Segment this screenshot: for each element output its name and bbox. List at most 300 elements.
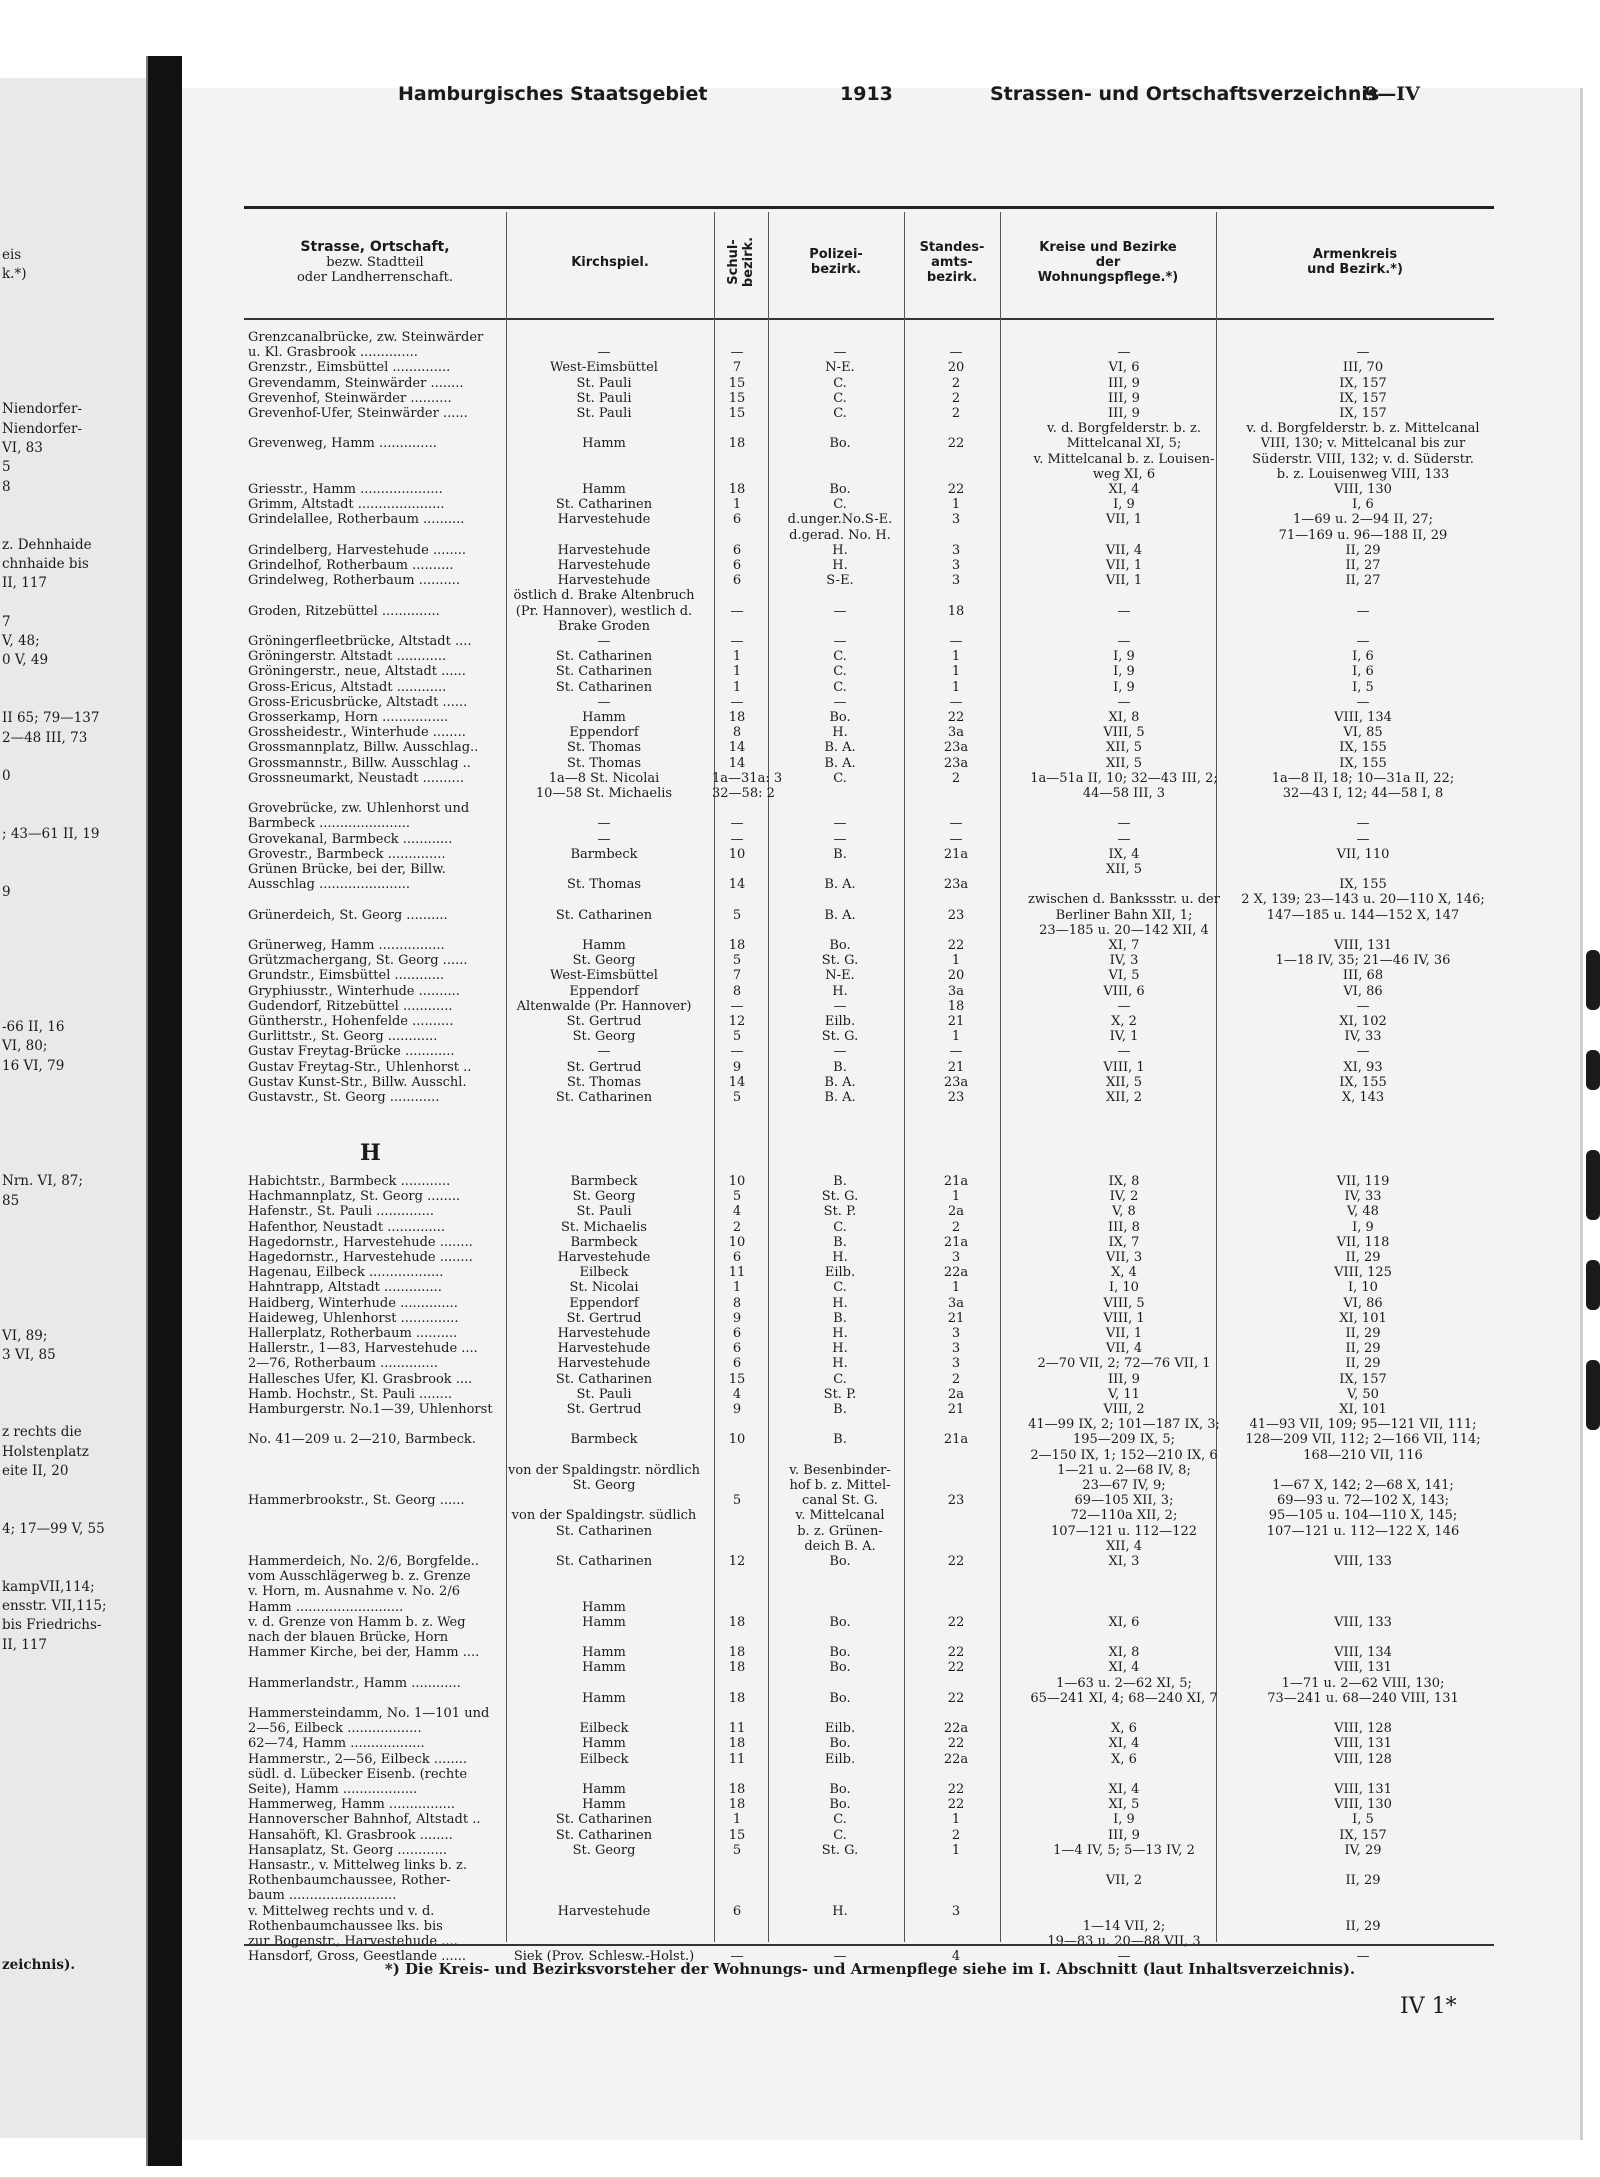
table-cell: IV, 33	[1344, 1029, 1382, 1045]
table-cell: XI, 101	[1339, 1402, 1387, 1417]
table-cell: Gurlittstr., St. Georg ............	[248, 1029, 438, 1045]
edge-mark	[1586, 1050, 1600, 1090]
table-cell: 18	[728, 482, 746, 497]
table-cell: Hammersteindamm, No. 1—101 und	[248, 1706, 490, 1721]
table-cell: Hansastr., v. Mittelweg links b. z.	[248, 1858, 468, 1873]
table-cell: C.	[833, 770, 847, 786]
table-cell: 1—71 u. 2—62 VIII, 130;	[1281, 1675, 1445, 1691]
table-cell: —	[949, 831, 963, 847]
table-cell: X, 143	[1341, 1090, 1385, 1105]
table-cell: —	[1117, 998, 1131, 1014]
header-year: 1913	[840, 83, 893, 105]
table-cell: XI, 4	[1108, 482, 1140, 497]
table-cell: VIII, 1	[1103, 1310, 1145, 1326]
table-cell: Altenwalde (Pr. Hannover)	[516, 998, 692, 1014]
table-cell: 69—105 XII, 3;	[1074, 1493, 1174, 1509]
table-cell: 2a	[947, 1386, 965, 1402]
table-cell: 21	[947, 1402, 965, 1417]
table-cell: 1	[951, 679, 961, 695]
table-cell: —	[730, 634, 744, 649]
table-cell: 5	[732, 907, 742, 923]
table-cell: Harvestehude	[557, 1903, 651, 1919]
table-cell: v. Mittelcanal b. z. Louisen-	[1033, 451, 1215, 467]
left-page-line: 2—48 III, 73	[2, 729, 88, 746]
table-cell: I, 9	[1113, 497, 1135, 513]
table-cell: St. Pauli	[576, 1204, 632, 1220]
table-cell: H.	[832, 1295, 848, 1311]
table-cell: 2	[951, 406, 961, 421]
table-cell: Eilb.	[824, 1014, 856, 1029]
table-cell: VII, 1	[1105, 573, 1143, 589]
left-page-line: Niendorfer-	[2, 420, 83, 437]
table-cell: 1	[732, 497, 742, 513]
table-cell: 21	[947, 1059, 965, 1075]
table-cell: Güntherstr., Hohenfelde ..........	[248, 1014, 454, 1029]
table-cell: 9	[732, 1402, 742, 1417]
table-cell: 23a	[943, 755, 969, 771]
table-cell: Grevenhof-Ufer, Steinwärder ......	[248, 406, 468, 421]
table-cell: 7	[732, 968, 742, 984]
table-cell: II, 29	[1345, 542, 1381, 558]
table-cell: III, 9	[1108, 1371, 1140, 1387]
table-cell: 5	[732, 1493, 742, 1509]
table-cell: St. P.	[823, 1386, 857, 1402]
table-cell: 1—69 u. 2—94 II, 27;	[1293, 512, 1433, 528]
table-cell: Berliner Bahn XII, 1;	[1055, 907, 1193, 923]
table-cell: B. A.	[824, 740, 856, 756]
table-cell: IX, 8	[1108, 1174, 1140, 1189]
table-cell: 3a	[947, 725, 965, 741]
table-cell: St. Gertrud	[566, 1402, 642, 1417]
table-cell: Gustavstr., St. Georg ............	[248, 1090, 440, 1105]
table-cell: 128—209 VII, 112; 2—166 VII, 114;	[1245, 1432, 1481, 1448]
table-cell: Bo.	[829, 1690, 851, 1706]
table-cell: 21	[947, 1310, 965, 1326]
table-cell: IX, 157	[1339, 375, 1387, 391]
table-cell: 3	[951, 558, 961, 573]
table-cell: 6	[732, 1903, 742, 1919]
table-cell: IV, 3	[1109, 953, 1139, 969]
table-cell: I, 9	[1113, 679, 1135, 695]
table-cell: 1—67 X, 142; 2—68 X, 141;	[1272, 1478, 1454, 1493]
left-page-line: bis Friedrichs-	[2, 1617, 102, 1634]
table-cell: Gudendorf, Ritzebüttel ............	[248, 998, 453, 1014]
table-cell: —	[730, 603, 744, 619]
table-cell: Hamm	[582, 1660, 626, 1676]
table-cell: —	[949, 1044, 963, 1060]
table-cell: —	[833, 831, 847, 847]
table-cell: VII, 1	[1105, 1326, 1143, 1341]
left-page-line: 4; 17—99 V, 55	[2, 1520, 105, 1537]
col-header-armenkreis: Armenkreis und Bezirk.*)	[1307, 247, 1403, 277]
table-cell: weg XI, 6	[1092, 466, 1156, 482]
table-cell: 1	[951, 1812, 961, 1828]
table-cell: —	[833, 1949, 847, 1965]
table-cell: III, 68	[1342, 968, 1384, 984]
table-cell: 95—105 u. 104—110 X, 145;	[1268, 1508, 1458, 1524]
table-cell: 14	[728, 1074, 746, 1090]
table-cell: B.	[833, 1432, 847, 1448]
table-cell: deich B. A.	[804, 1538, 876, 1554]
table-cell: Hannoverscher Bahnhof, Altstadt ..	[248, 1812, 481, 1828]
table-cell: —	[730, 831, 744, 847]
table-cell: St. Pauli	[576, 406, 632, 421]
table-cell: 8	[732, 1295, 742, 1311]
table-cell: Hamm	[582, 1614, 626, 1630]
left-page-line: VI, 80;	[2, 1038, 48, 1055]
table-cell: VII, 118	[1336, 1234, 1390, 1250]
table-cell: 1	[951, 497, 961, 513]
table-cell: —	[949, 634, 963, 649]
table-cell: v. Horn, m. Ausnahme v. No. 2/6	[248, 1584, 460, 1600]
table-cell: von der Spaldingstr. südlich	[511, 1508, 697, 1524]
table-cell: 19—83 u. 20—88 VII, 3	[1047, 1934, 1201, 1949]
table-cell: 3	[951, 512, 961, 528]
table-cell: —	[833, 603, 847, 619]
table-cell: 62—74, Hamm ..................	[248, 1736, 425, 1752]
table-cell: VIII, 2	[1103, 1402, 1145, 1417]
table-cell: —	[1356, 634, 1370, 649]
table-cell: Harvestehude	[557, 1250, 651, 1265]
table-cell: IX, 157	[1339, 390, 1387, 406]
table-cell: 22	[947, 1614, 965, 1630]
table-cell: St. Catharinen	[555, 1371, 653, 1387]
table-cell: 1	[951, 664, 961, 680]
table-cell: 2—70 VII, 2; 72—76 VII, 1	[1037, 1356, 1211, 1372]
table-cell: Gross-Ericusbrücke, Altstadt ......	[248, 694, 468, 710]
table-cell: 15	[728, 406, 746, 421]
table-cell: 20	[947, 360, 965, 376]
table-cell: Grindelallee, Rotherbaum ..........	[248, 512, 465, 528]
table-cell: —	[833, 345, 847, 361]
table-cell: 23—185 u. 20—142 XII, 4	[1039, 922, 1209, 938]
table-cell: Harvestehude	[557, 512, 651, 528]
table-cell: Hamm	[582, 1690, 626, 1706]
left-page-line: V, 48;	[2, 633, 40, 649]
table-cell: VIII, 125	[1334, 1265, 1392, 1281]
table-cell: 18	[728, 1782, 746, 1797]
table-cell: St. Catharinen	[555, 664, 653, 680]
table-cell: St. Georg	[572, 953, 636, 969]
table-cell: 18	[728, 938, 746, 953]
table-cell: Hammerlandstr., Hamm ............	[248, 1675, 461, 1691]
table-cell: West-Eimsbüttel	[550, 360, 658, 376]
left-page-line: eis	[2, 247, 22, 263]
table-cell: 21	[947, 1014, 965, 1029]
table-cell: 22	[947, 436, 965, 452]
table-cell: baum ..........................	[248, 1888, 397, 1904]
table-cell: 1a—51a II, 10; 32—43 III, 2;	[1030, 770, 1218, 786]
table-cell: H.	[832, 1250, 848, 1265]
table-cell: IX, 155	[1339, 1074, 1387, 1090]
table-cell: Grünerweg, Hamm ................	[248, 938, 445, 953]
table-cell: I, 9	[1352, 1219, 1374, 1235]
table-cell: 8	[732, 725, 742, 741]
table-cell: —	[597, 831, 611, 847]
table-cell: b. z. Louisenweg VIII, 133	[1276, 466, 1450, 482]
table-cell: XI, 102	[1339, 1014, 1387, 1029]
header-page: 9—IV	[1364, 83, 1420, 105]
table-cell: 22	[947, 1690, 965, 1706]
table-cell: —	[730, 998, 744, 1014]
table-cell: St. G.	[821, 1029, 859, 1045]
table-cell: 1	[732, 649, 742, 665]
table-cell: C.	[833, 664, 847, 680]
footnote: *) Die Kreis- und Bezirksvorsteher der Wohnungs- und Armenpflege siehe im I. Abschnitt (laut Inhaltsverzeichnis).	[384, 1960, 1356, 1978]
table-cell: B. A.	[824, 755, 856, 771]
table-cell: Barmbeck	[570, 1174, 638, 1189]
table-cell: 22	[947, 1736, 965, 1752]
left-page-footer: zeichnis).	[2, 1957, 76, 1973]
table-cell: 22a	[943, 1751, 969, 1767]
table-cell: —	[1117, 694, 1131, 710]
table-cell: VIII, 128	[1334, 1721, 1392, 1737]
col-header-name-sub: bezw. Stadtteil oder Landherrenschaft.	[296, 254, 454, 285]
table-cell: III, 9	[1108, 390, 1140, 406]
table-cell: Harvestehude	[557, 558, 651, 573]
table-cell: VIII, 1	[1103, 1059, 1145, 1075]
table-cell: 195—209 IX, 5;	[1072, 1432, 1176, 1448]
table-cell: I, 5	[1352, 1812, 1374, 1828]
table-cell: C.	[833, 1827, 847, 1843]
table-cell: 22	[947, 710, 965, 725]
table-cell: —	[730, 1044, 744, 1060]
header-bottom-rule	[244, 318, 1494, 320]
table-cell: v. Mittelcanal	[795, 1508, 885, 1524]
table-cell: VIII, 130; v. Mittelcanal bis zur	[1260, 436, 1466, 452]
table-cell: XI, 3	[1108, 1554, 1140, 1569]
table-cell: VIII, 133	[1334, 1614, 1392, 1630]
table-cell: IV, 29	[1344, 1842, 1382, 1858]
table-cell: 9	[732, 1310, 742, 1326]
table-cell: Gröningerstr. Altstadt ............	[248, 649, 447, 665]
table-cell: H.	[832, 558, 848, 573]
table-cell: Rothenbaumchaussee, Rother-	[248, 1873, 451, 1889]
table-cell: 72—110a XII, 2;	[1070, 1508, 1178, 1524]
table-cell: Harvestehude	[557, 1326, 651, 1341]
table-cell: 32—58: 2	[712, 786, 775, 801]
table-cell: Hamm	[582, 1736, 626, 1752]
table-cell: Grosserkamp, Horn ................	[248, 710, 449, 725]
table-cell: Hagenau, Eilbeck ..................	[248, 1265, 444, 1281]
table-cell: 1	[951, 953, 961, 969]
table-cell: Bo.	[829, 1797, 851, 1813]
table-cell: Grünerdeich, St. Georg ..........	[248, 907, 448, 923]
table-cell: B. A.	[824, 877, 856, 893]
left-page-line: VI, 89;	[2, 1327, 48, 1344]
table-cell: 107—121 u. 112—122 X, 146	[1266, 1523, 1460, 1539]
table-cell: St. Pauli	[576, 390, 632, 406]
table-cell: hof b. z. Mittel-	[789, 1478, 891, 1493]
table-cell: 71—169 u. 96—188 II, 29	[1278, 527, 1448, 543]
table-cell: V, 50	[1347, 1386, 1379, 1402]
table-cell: 2	[951, 1371, 961, 1387]
table-cell: 22	[947, 1782, 965, 1797]
col-header-polizeibezirk: Polizei- bezirk.	[809, 247, 863, 277]
table-cell: I, 10	[1348, 1280, 1378, 1296]
left-page-line: 5	[2, 459, 11, 476]
table-cell: 1a—31a: 3	[712, 770, 783, 786]
section-letter-h: H	[360, 1140, 381, 1166]
table-cell: 6	[732, 1326, 742, 1341]
table-cell: X, 2	[1111, 1014, 1137, 1029]
table-cell: III, 9	[1108, 1827, 1140, 1843]
table-cell: West-Eimsbüttel	[550, 968, 658, 984]
table-cell: Grützmachergang, St. Georg ......	[248, 953, 468, 969]
table-cell: No. 41—209 u. 2—210, Barmbeck.	[248, 1432, 476, 1448]
col-header-kreise: Kreise und Bezirke der Wohnungspflege.*)	[1037, 239, 1179, 285]
table-cell: 11	[728, 1265, 746, 1281]
header-rule	[244, 206, 1494, 209]
table-cell: B.	[833, 1059, 847, 1075]
table-cell: Bo.	[829, 482, 851, 497]
table-cell: 3	[951, 1250, 961, 1265]
table-cell: 6	[732, 542, 742, 558]
left-page-line: z. Dehnhaide	[2, 536, 92, 553]
table-cell: Gröningerfleetbrücke, Altstadt ....	[248, 634, 472, 649]
table-cell: 8	[732, 983, 742, 999]
table-cell: Bo.	[829, 436, 851, 452]
left-page-line: chnhaide bis	[2, 555, 89, 572]
table-cell: 1	[732, 679, 742, 695]
table-cell: Hafenstr., St. Pauli ..............	[248, 1204, 435, 1220]
left-page-line: 16 VI, 79	[2, 1057, 65, 1074]
table-cell: II, 29	[1345, 1341, 1381, 1357]
table-cell: vom Ausschlägerweg b. z. Grenze	[248, 1569, 471, 1585]
left-page-line: 3 VI, 85	[2, 1347, 56, 1364]
table-cell: Hansdorf, Gross, Geestlande ......	[248, 1949, 467, 1965]
table-cell: —	[949, 816, 963, 832]
table-cell: Haidberg, Winterhude ..............	[248, 1295, 458, 1311]
table-cell: —	[730, 816, 744, 832]
table-cell: —	[1117, 1949, 1131, 1965]
table-cell: II, 29	[1345, 1326, 1381, 1341]
table-cell: zwischen d. Bankssstr. u. der	[1028, 892, 1220, 908]
table-cell: Harvestehude	[557, 1341, 651, 1357]
table-cell: —	[1356, 345, 1370, 361]
table-cell: Ausschlag ......................	[248, 877, 411, 893]
table-cell: 22a	[943, 1721, 969, 1737]
table-cell: Bo.	[829, 1614, 851, 1630]
adjacent-left-page	[0, 78, 146, 2138]
table-cell: 11	[728, 1721, 746, 1737]
left-page-line: kampVII,114;	[2, 1578, 95, 1595]
table-cell: VIII, 131	[1334, 1660, 1392, 1676]
left-page-line: VI, 83	[2, 440, 43, 456]
header-right: Strassen- und Ortschaftsverzeichnis	[990, 83, 1380, 105]
table-cell: Harvestehude	[557, 573, 651, 589]
table-cell: Hansaplatz, St. Georg ............	[248, 1842, 448, 1858]
table-cell: St. Thomas	[566, 755, 641, 771]
table-cell: S-E.	[826, 573, 854, 589]
table-cell: Eppendorf	[569, 983, 639, 999]
table-cell: B.	[833, 1402, 847, 1417]
table-cell: St. Catharinen	[555, 649, 653, 665]
table-cell: XII, 5	[1105, 1074, 1143, 1090]
table-cell: Eilb.	[824, 1751, 856, 1767]
table-cell: Grovebrücke, zw. Uhlenhorst und	[248, 801, 470, 817]
table-cell: VIII, 131	[1334, 1782, 1392, 1797]
table-cell: Hamm	[582, 938, 626, 953]
table-cell: VI, 85	[1343, 725, 1383, 741]
table-cell: 10	[728, 1234, 746, 1250]
table-cell: IV, 33	[1344, 1189, 1382, 1205]
table-cell: XI, 4	[1108, 1782, 1140, 1797]
left-page-line: eite II, 20	[2, 1462, 69, 1479]
table-cell: 12	[728, 1554, 746, 1569]
table-cell: 5	[732, 953, 742, 969]
table-cell: —	[597, 816, 611, 832]
table-cell: Gröningerstr., neue, Altstadt ......	[248, 664, 466, 680]
table-cell: 73—241 u. 68—240 VIII, 131	[1267, 1690, 1459, 1706]
table-cell: —	[730, 694, 744, 710]
table-cell: St. Catharinen	[555, 1090, 653, 1105]
table-cell: Eilbeck	[579, 1721, 629, 1737]
table-cell: IV, 1	[1109, 1029, 1139, 1045]
table-cell: —	[949, 694, 963, 710]
table-cell: 1—21 u. 2—68 IV, 8;	[1057, 1462, 1191, 1478]
table-cell: I, 10	[1109, 1280, 1139, 1296]
table-cell: Hansahöft, Kl. Grasbrook ........	[248, 1827, 453, 1843]
table-cell: 23a	[943, 877, 969, 893]
table-cell: d.unger.No.S-E.	[787, 512, 893, 528]
edge-mark	[1586, 1260, 1600, 1310]
table-cell: Eilb.	[824, 1265, 856, 1281]
header-left: Hamburgisches Staatsgebiet	[398, 83, 708, 105]
table-cell: 21a	[943, 846, 969, 862]
table-cell: 6	[732, 558, 742, 573]
table-cell: Mittelcanal XI, 5;	[1066, 436, 1182, 452]
table-cell: —	[730, 345, 744, 361]
table-cell: v. d. Grenze von Hamm b. z. Weg	[248, 1614, 466, 1630]
table-cell: Grossheidestr., Winterhude ........	[248, 725, 466, 741]
table-cell: VII, 119	[1336, 1174, 1390, 1189]
table-cell: 32—43 I, 12; 44—58 I, 8	[1282, 786, 1444, 801]
table-cell: VII, 110	[1336, 846, 1390, 862]
table-cell: 3	[951, 1903, 961, 1919]
table-cell: Barmbeck ......................	[248, 816, 411, 832]
left-page-line: k.*)	[2, 266, 27, 283]
table-cell: 69—93 u. 72—102 X, 143;	[1276, 1493, 1450, 1509]
left-page-line: 8	[2, 478, 11, 495]
table-cell: 3a	[947, 983, 965, 999]
table-cell: Habichtstr., Barmbeck ............	[248, 1174, 451, 1189]
table-cell: 18	[728, 1614, 746, 1630]
table-cell: IV, 2	[1109, 1189, 1139, 1205]
table-cell: —	[833, 1044, 847, 1060]
table-cell: Brake Groden	[557, 618, 651, 634]
table-cell: Hamm	[582, 710, 626, 725]
table-cell: —	[949, 345, 963, 361]
table-cell: 22	[947, 482, 965, 497]
table-cell: südl. d. Lübecker Eisenb. (rechte	[248, 1766, 468, 1782]
table-cell: Groden, Ritzebüttel ..............	[248, 603, 440, 619]
left-page-line: Holstenplatz	[2, 1443, 89, 1460]
table-cell: 4	[951, 1949, 961, 1965]
table-cell: H.	[832, 1356, 848, 1372]
table-cell: 2—150 IX, 1; 152—210 IX, 6	[1030, 1447, 1218, 1463]
table-cell: C.	[833, 406, 847, 421]
table-cell: 2a	[947, 1204, 965, 1220]
table-cell: C.	[833, 1280, 847, 1296]
table-cell: XII, 2	[1105, 1090, 1143, 1105]
table-cell: XI, 4	[1108, 1660, 1140, 1676]
table-cell: —	[833, 634, 847, 649]
table-cell: 1	[951, 1189, 961, 1205]
table-cell: 3	[951, 1341, 961, 1357]
table-cell: III, 8	[1108, 1219, 1140, 1235]
table-cell: Gustav Freytag-Str., Uhlenhorst ..	[248, 1059, 472, 1075]
